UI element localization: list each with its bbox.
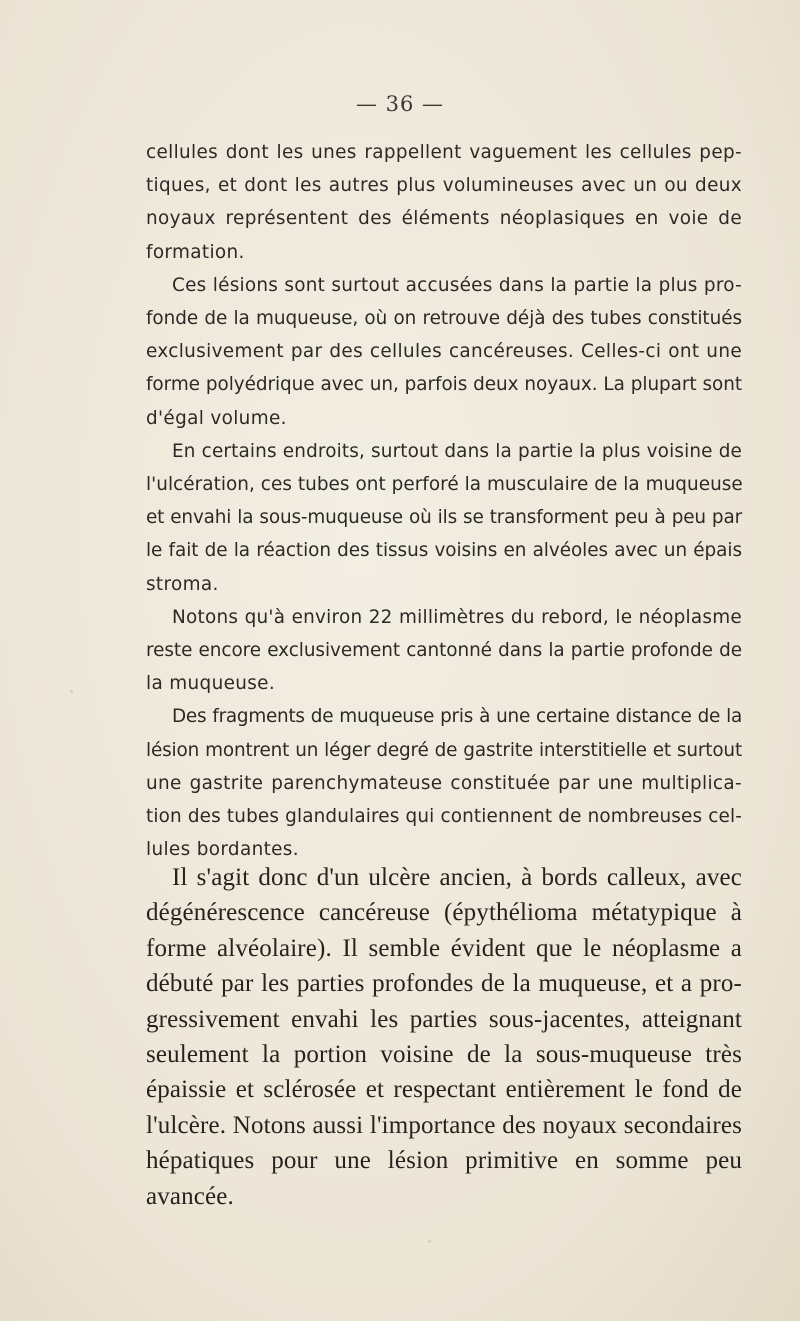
- text-line: l'ulcère. Notons aussi l'importance des noyaux secondaires: [146, 1111, 742, 1139]
- text-line: formation.: [146, 241, 245, 263]
- page-number: — 36 —: [355, 92, 445, 116]
- text-line: stroma.: [146, 573, 219, 595]
- text-line: seulement la portion voisine de la sous-muqueuse très: [146, 1041, 742, 1069]
- text-line: hépatiques pour une lésion primitive en somme peu: [146, 1147, 742, 1175]
- paragraph: [146, 700, 742, 866]
- text-line: fonde de la muqueuse, où on retrouve déjà des tubes constitués: [146, 308, 742, 330]
- text-line: débuté par les parties profondes de la muqueuse, et a pro-: [146, 970, 742, 998]
- text-line: une gastrite parenchymateuse constituée par une multiplica-: [146, 772, 742, 794]
- text-line: gressivement envahi les parties sous-jacentes, atteignant: [146, 1005, 742, 1033]
- text-line: et envahi la sous-muqueuse où ils se transforment peu à peu par: [146, 507, 742, 529]
- paper-speck: [70, 690, 73, 693]
- paper-speck: [610, 1122, 612, 1124]
- text-line: lules bordantes.: [146, 839, 299, 861]
- paragraph: [146, 435, 742, 601]
- text-line: épaissie et sclérosée et respectant entièrement le fond de: [146, 1076, 742, 1104]
- paragraph: [146, 269, 742, 435]
- text-line: noyaux représentent des éléments néoplasiques en voie de: [146, 208, 742, 230]
- text-line: tiques, et dont les autres plus volumineuses avec un ou deux: [146, 175, 742, 197]
- text-line: Notons qu'à environ 22 millimètres du rebord, le néoplasme: [172, 606, 742, 628]
- text-line: dégénérescence cancéreuse (épythélioma métatypique à: [146, 899, 742, 927]
- text-line: avancée.: [146, 1182, 234, 1210]
- text-line: reste encore exclusivement cantonné dans la partie profonde de: [146, 640, 742, 662]
- text-line: l'ulcération, ces tubes ont perforé la musculaire de la muqueuse: [146, 474, 743, 496]
- body-text-small: [146, 136, 742, 866]
- text-line: tion des tubes glandulaires qui contiennent de nombreuses cel-: [146, 806, 742, 828]
- text-line: En certains endroits, surtout dans la partie la plus voisine de: [172, 440, 742, 462]
- text-line: forme polyédrique avec un, parfois deux noyaux. La plupart sont: [146, 374, 742, 396]
- paper-speck: [428, 1240, 431, 1243]
- text-line: d'égal volume.: [146, 407, 287, 429]
- text-line: Des fragments de muqueuse pris à une certaine distance de la: [172, 706, 742, 728]
- text-line: Il s'agit donc d'un ulcère ancien, à bords calleux, avec: [172, 864, 742, 891]
- conclusion-paragraph: [146, 860, 742, 1214]
- paragraph: [146, 601, 742, 701]
- paragraph: [146, 136, 742, 269]
- text-line: cellules dont les unes rappellent vaguement les cellules pep-: [146, 142, 742, 163]
- text-line: le fait de la réaction des tissus voisins en alvéoles avec un épais: [146, 540, 742, 562]
- text-line: forme alvéolaire). Il semble évident que le néoplasme a: [146, 934, 742, 962]
- text-line: exclusivement par des cellules cancéreuses. Celles-ci ont une: [146, 341, 742, 363]
- text-line: Ces lésions sont surtout accusées dans la partie la plus pro-: [172, 274, 742, 296]
- text-line: la muqueuse.: [146, 673, 276, 695]
- text-line: lésion montrent un léger degré de gastrite interstitielle et surtout: [146, 739, 742, 761]
